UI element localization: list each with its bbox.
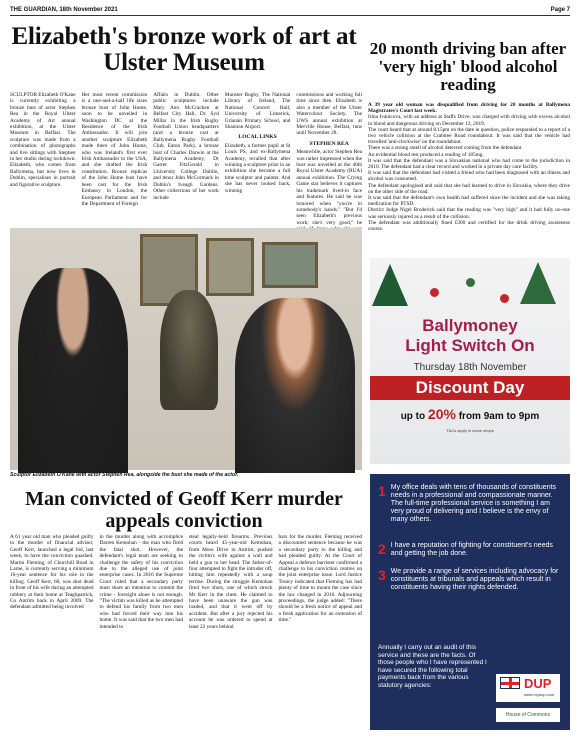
stephen-rea-text: Meanwhile, actor Stephen Rea was rather impressed when the bust was unveiled at the 40th Royal Ulster Academy (RUA) annual exhibition. The Crying Game star believes it captures his trademark lived-in face and features. He said he was honored when "you're in somebody's hands." "But I'd seen Elizabeth's previous work; she's very good," he (296, 149, 362, 226)
driving-para: The defendant apologised and said that she had learned to drive in Slovakia, where they drive on the other side of the road. (368, 182, 570, 195)
ad-title-line-2: Light Switch On (405, 336, 535, 355)
dup-item-text: I have a reputation of fighting for constituent's needs and getting the job done. (390, 542, 553, 557)
dup-item-text: My office deals with tens of thousands of constituents needs in a professional and compassionate manner. The full-time professional service is something I am very proud of delivering and I believe is the envy of many others. (390, 484, 557, 523)
driving-para: There was a strong smell of alcohol detected coming from the defendant. (368, 145, 523, 152)
kerr-col-2-text: in the murder along with accomplice Darren Kemohan - the man who fired the fatal shot. However, the defendant's legal team are seeking to challenge the safety of his conviction due to the alleged use of joint enterprise cases. In 2016 the Supreme Court ruled that a secondary party must share an intention to commit the crime - foresight alone is not enough. "The victim was killed as he attempted to defend his family from two men who had forced their way into his home. It was said that the two men had intended to (99, 534, 183, 630)
driving-para: District Judge Nigel Broderick said that the reading was "very high" and it had fully no-one was seriously injured as a result of the collision. (368, 207, 570, 220)
driving-article-body (368, 102, 570, 232)
art-col-1-text: SCULPTOR Elizabeth O'Kane is currently exhibiting a bronze bust of actor Stephen Rea in the Royal Ulster Academy of Art annual exhibition, at the Ulster Museum in Belfast. The sculpture was made from a combination of photographs and live sittings with Stephen in her studio during lockdown. Elizabeth, who comes from Ballymena, but now lives in Dublin, specialises in portrait and figurative sculpture. (10, 92, 76, 188)
masthead-paper: THE GUARDIAN, 18th November 2021 (10, 6, 118, 13)
photo-caption: Sculptor Elizabeth O'Kane with actor Stephen Rea, alongside the bust she made of the actor. (10, 472, 239, 478)
kerr-col-4 (279, 534, 363, 731)
driving-para: It was said that the defendant was a Slovakian national who had come to the jurisdiction in 2010. The defendant had a clear record and worked in a private day care facility. (368, 157, 570, 171)
kerr-col-3-text: steal legally-held firearms. Previous courts heard 45-year-old Kemohan, from Moss Drive in Antrim, pushed the victim's wife against a wall and held a gun to her head. The father-of-four attempted to fight the intruder off, hitting him repeatedly with a soup terrine. During the struggle Kemohan fired two shots, one of which struck Mr Kerr in the chest. He claimed to have been unaware the gun was loaded, and that it went off by accident. But after a jury rejected his account he was ordered to spend at least 22 years behind (189, 534, 273, 630)
tree-icon (520, 262, 556, 304)
driving-para: Irina Ivanicova, with an address at Staffs Drive, was charged with driving with excess alcohol in blood and dangerous driving on December 12, 2019. (368, 114, 570, 127)
dup-item (378, 484, 564, 524)
dup-item (378, 542, 564, 558)
driving-headline: 20 month driving ban after 'very high' blood alcohol reading (369, 39, 567, 94)
driving-para: The defendant was additionally fined £300 and certified for the drink driving awareness course. (368, 219, 570, 233)
kerr-col-1 (10, 534, 94, 731)
ad-offer (370, 406, 570, 422)
driving-para: An evidential blood test produced a reading of 185mg. (368, 151, 484, 158)
kerr-col-2 (100, 534, 184, 731)
bronze-bust (160, 290, 218, 410)
ballymoney-ad (370, 258, 570, 464)
ornament-icon (430, 288, 439, 297)
actor-figure (18, 268, 128, 473)
driving-lead: A 39 year old woman was disqualified from driving for 20 months at Ballymena Magistrates's Court last week. (368, 102, 570, 115)
offer-post: from 9am to 9pm (458, 411, 540, 422)
local-links-subhead: LOCAL LINKS (238, 134, 277, 141)
ornament-icon (466, 278, 475, 287)
tree-icon (372, 264, 408, 306)
kerr-col-4-text: bars for the murder. Fleming received a discounted sentence because he was a secondary party to the killing and had pleaded guilty. At the Court of Appeal a defence barrister confirmed a challenge to his conviction centres on the joint enterprise issue. Lord Justice Treacy indicated that Fleming has had plenty of time to mount the case since the law changed in 2016. Adjourning proceedings, the judge added: "There should be a fresh notice of appeal and a fresh application for an extension of time." (278, 534, 362, 624)
art-col-5-text: commissions and working full time since then. Elizabeth is also a member of the Ulster Watercolour Society. The UWS annual exhibition at Merville House, Belfast, runs until November 28. (296, 92, 362, 137)
wall-painting (262, 242, 318, 288)
driving-para: It was said that the defendant had visited a friend who had been diagnosed with an illness and alcohol was consumed. (368, 170, 570, 183)
dup-note: Annually I carry out an audit of this service and these are the facts. Of those people who I have represented I have secured the following total payments back from the various statutory agencies: (378, 644, 487, 689)
driving-para: The court heard that at around 8.15pm on the date in question, police responded to a report of a two vehicle collision at the Crabtree Road roundabout. It was said that the vehicle had travelled 'anti-clockwise' on the roundabout. (368, 126, 570, 146)
art-col-3-text: Affairs in Dublin. Other public sculptures include Mary Ann McCracken at Belfast City Hall, Dr. Syd Millar in the Irish Rugby Football Union headquarters (and a bronze cast at Ballymena Rugby Football Club, Eaton Park), a bronze bust of Charles Darwin at the Ballymena Academy, Dr Garret FitzGerald in University College Dublin, and tenor John McCormack in Dublin's Iveagh Gardens. Other collections of her work include (153, 92, 219, 201)
dup-logo (496, 674, 560, 702)
offer-percent: 20% (427, 406, 456, 422)
dup-item-number: 1 (378, 483, 386, 499)
kerr-headline: Man convicted of Geoff Kerr murder appeals conviction (25, 488, 343, 532)
dup-item (378, 568, 564, 592)
dup-wordmark: DUP (524, 676, 552, 691)
masthead (10, 4, 570, 16)
sculptor-figure (235, 298, 355, 473)
offer-pre: up to (400, 411, 426, 422)
kerr-col-1-text: A 61 year old man who pleaded guilty to the murder of financial adviser, Geoff Kerr, launched a legal bid, last week, to have the conviction quashed. Martin Fleming, of Churchill Road in Larne, is currently serving a minimum 16-year sentence for his role in the killing. Geoff Kerr, 60, was shot dead in front of his wife during an attempted robbery at their home at Teaghpatrick, Co Antrim back in April 2009. The defendant admitted being involved (10, 534, 94, 611)
dup-ad (370, 474, 570, 730)
art-col-4b-text: Elizabeth, a former pupil at St Louis PS, and ex-Ballymena Academy, recalled that after winning a sculpture prize in an exhibition she became a full time sculptor and painter. And she has never looked back, winning (224, 142, 291, 194)
ad-date: Thursday 18th November (413, 362, 527, 373)
flag-icon (500, 677, 520, 689)
driving-para: It was said that the defendant's own health had suffered since the incident and she was taking medication for PTSD. (368, 195, 570, 208)
house-of-commons-logo: House of Commons (496, 708, 560, 722)
masthead-page: Page 7 (550, 6, 570, 13)
ad-title (370, 316, 570, 356)
kerr-article-body (10, 534, 362, 731)
art-headline: Elizabeth's bronze work of art at Ulster Museum (11, 23, 357, 76)
discount-band: Discount Day (370, 376, 570, 400)
stephen-rea-subhead: STEPHEN REA (309, 140, 349, 147)
ornament-icon (500, 294, 509, 303)
sculpture-photo (10, 228, 362, 470)
art-col-4a-text: Munster Rugby, The National Library of Ireland, The National Concert Hall, University of Limerick, Grianán Primary School, and Shannon Airport. (224, 92, 291, 131)
dup-item-number: 2 (378, 541, 386, 557)
ad-terms: T&Cs apply in some shops (446, 428, 494, 433)
dup-item-number: 3 (378, 567, 386, 583)
kerr-col-3 (189, 534, 273, 731)
ad-title-line-1: Ballymoney (422, 316, 518, 335)
wall-painting (206, 238, 254, 296)
art-col-2-text: Her most recent commission is a one-and-a-half life sizes bronze bust of John Hume, soon to be unveiled in Washington DC at the Residence of the Irish Ambassador. It will join another sculpture Elizabeth made there of John Hume, who was Ireland's first ever Irish Ambassador to the USA, and she drafted the Irish constitution. Bronze replicas of the John Hume bust have been cast for the Irish Embassy in London, the European Parliament and for the Department of Foreign (81, 92, 148, 207)
dup-item-text: We provide a range of services including advocacy for constituents at tribunals and appeals which result in constituents having their rights defended. (390, 568, 559, 591)
dup-url: www.mydup.com (524, 692, 555, 697)
